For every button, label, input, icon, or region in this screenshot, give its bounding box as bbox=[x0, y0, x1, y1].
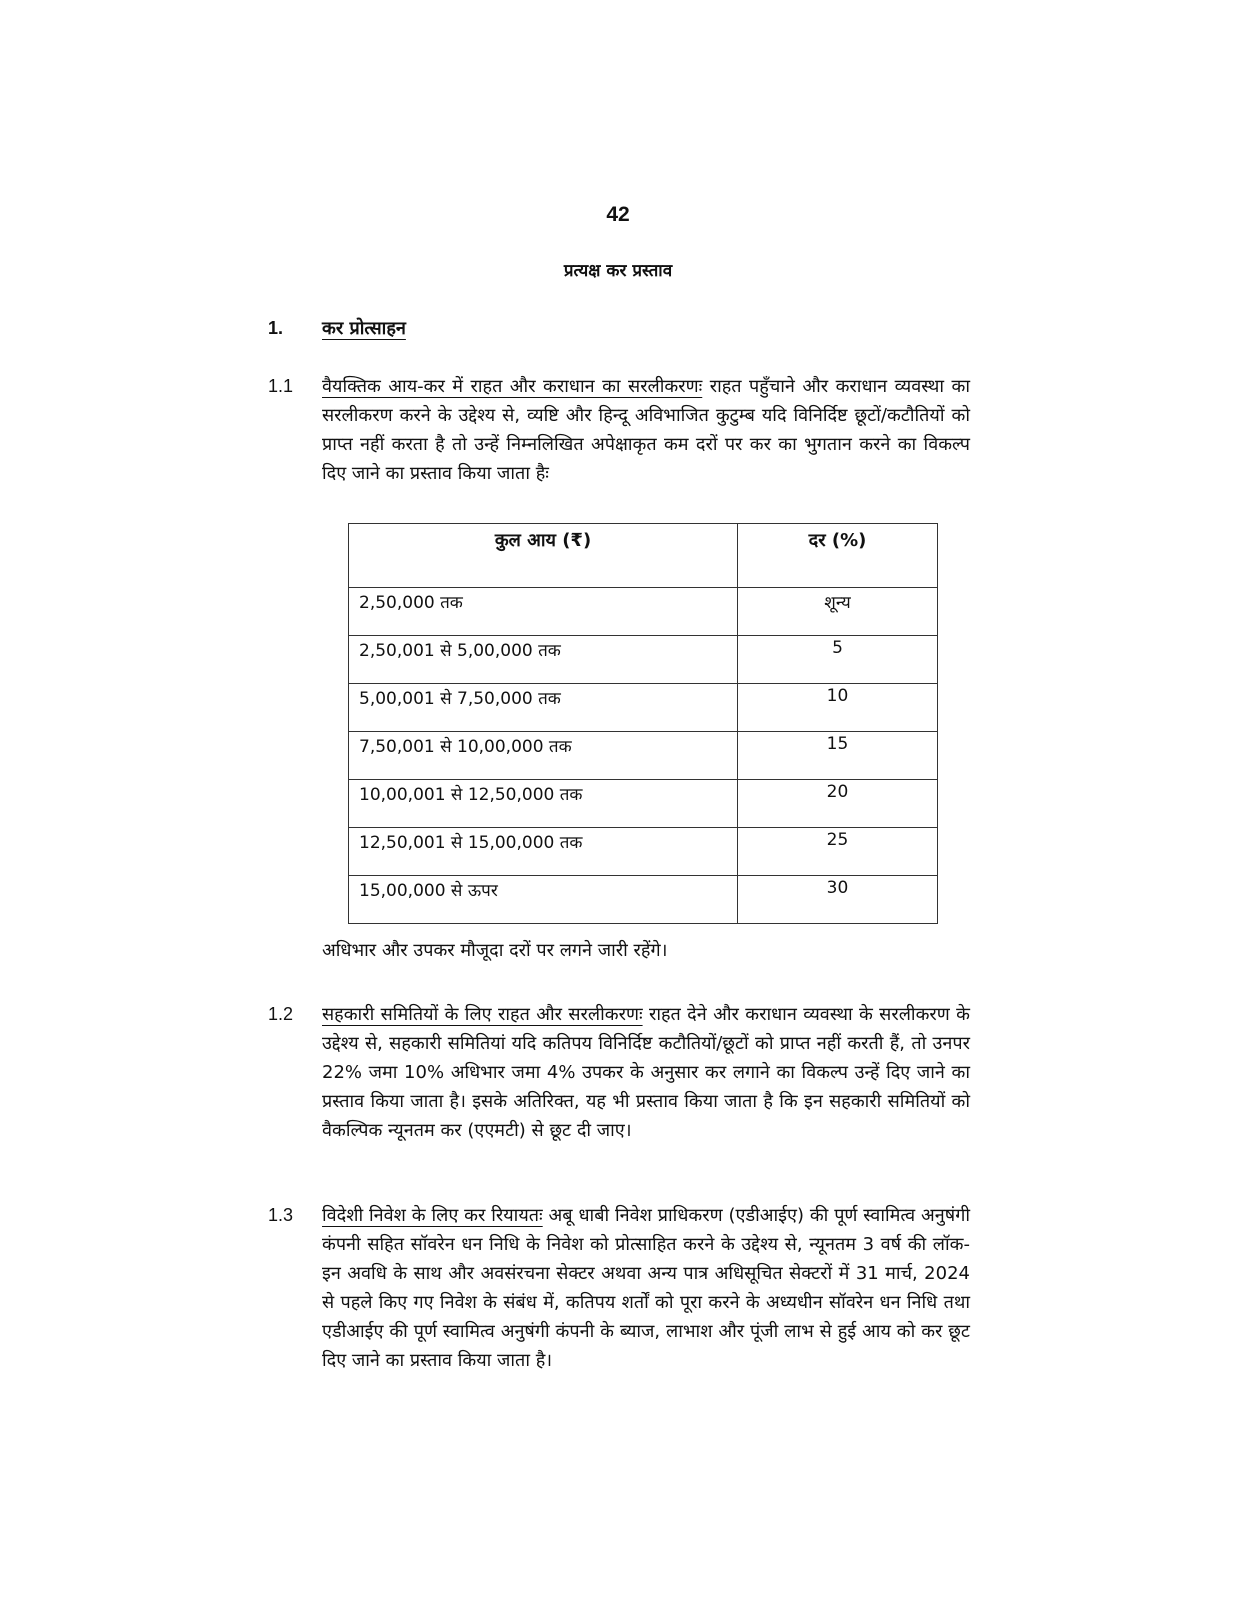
income-cell: 10,00,001 से 12,50,000 तक bbox=[349, 780, 738, 828]
rate-cell: शून्य bbox=[738, 588, 938, 636]
para-1-2-text: राहत देने और कराधान व्यवस्था के सरलीकरण के उद्देश्य से, सहकारी समितियां यदि कतिपय विनिर्दिष्ट कटौतियों/छूटों को प्राप्त नहीं करती हैं, तो उनपर 22% जमा 10% अधिभार जमा 4% उपकर के अनुसार कर लगाने का विकल्प उन्हें दिए जाने का प्रस्ताव किया जाता है। इसके अतिरिक्त, यह भी प्रस्ताव किया जाता है कि इन सहकारी समितियों को वैकल्पिक न्यूनतम कर (एएमटी) से छूट दी जाए। bbox=[322, 1004, 970, 1141]
income-cell: 2,50,001 से 5,00,000 तक bbox=[349, 636, 738, 684]
para-1-1-lead: वैयक्तिक आय-कर में राहत और कराधान का सरलीकरणः bbox=[322, 376, 703, 397]
rate-cell: 30 bbox=[738, 876, 938, 924]
table-row bbox=[349, 876, 938, 924]
table-row bbox=[349, 588, 938, 636]
table-row bbox=[349, 732, 938, 780]
table-row bbox=[349, 780, 938, 828]
table-row bbox=[349, 684, 938, 732]
section-number: 1. bbox=[268, 318, 284, 338]
income-cell: 12,50,001 से 15,00,000 तक bbox=[349, 828, 738, 876]
table-row bbox=[349, 828, 938, 876]
header-total-income: कुल आय (₹) bbox=[349, 524, 738, 588]
para-1-2 bbox=[322, 1000, 970, 1145]
para-1-2-lead: सहकारी समितियों के लिए राहत और सरलीकरणः bbox=[322, 1004, 643, 1025]
para-1-1-text: राहत पहुँचाने और कराधान व्यवस्था का सरलीकरण करने के उद्देश्य से, व्यष्टि और हिन्दू अविभाजित कुटुम्ब यदि विनिर्दिष्ट छूटों/कटौतियों को प्राप्त नहीं करता है तो उन्हें निम्नलिखित अपेक्षाकृत कम दरों पर कर का भुगतान करने का विकल्प दिए जाने का प्रस्ताव किया जाता हैः bbox=[322, 376, 970, 484]
rate-cell: 15 bbox=[738, 732, 938, 780]
tax-slab-table bbox=[348, 523, 938, 924]
income-cell: 5,00,001 से 7,50,000 तक bbox=[349, 684, 738, 732]
section-heading: कर प्रोत्साहन bbox=[322, 318, 406, 339]
table-header-row bbox=[349, 524, 938, 588]
rate-cell: 10 bbox=[738, 684, 938, 732]
para-1-1 bbox=[322, 372, 970, 488]
rate-cell: 20 bbox=[738, 780, 938, 828]
income-cell: 2,50,000 तक bbox=[349, 588, 738, 636]
income-cell: 7,50,001 से 10,00,000 तक bbox=[349, 732, 738, 780]
page-number: 42 bbox=[606, 203, 630, 226]
header-rate: दर (%) bbox=[738, 524, 938, 588]
document-title: प्रत्यक्ष कर प्रस्ताव bbox=[563, 261, 673, 281]
table-row bbox=[349, 636, 938, 684]
para-1-3-text: अबू धाबी निवेश प्राधिकरण (एडीआईए) की पूर्ण स्वामित्व अनुषंगी कंपनी सहित सॉवरेन धन निधि के निवेश को प्रोत्साहित करने के उद्देश्य से, न्यूनतम 3 वर्ष की लॉक-इन अवधि के साथ और अवसंरचना सेक्टर अथवा अन्य पात्र अधिसूचित सेक्टरों में 31 मार्च, 2024 से पहले किए गए निवेश के संबंध में, कतिपय शर्तों को पूरा करने के अध्यधीन सॉवरेन धन निधि तथा एडीआईए की पूर्ण स्वामित्व अनुषंगी कंपनी के ब्याज, लाभाश और पूंजी लाभ से हुई आय को कर छूट दिए जाने का प्रस्ताव किया जाता है। bbox=[322, 1205, 970, 1371]
para-1-1-number: 1.1 bbox=[268, 376, 294, 396]
income-cell: 15,00,000 से ऊपर bbox=[349, 876, 738, 924]
rate-cell: 25 bbox=[738, 828, 938, 876]
rate-cell: 5 bbox=[738, 636, 938, 684]
para-1-3-lead: विदेशी निवेश के लिए कर रियायतः bbox=[322, 1205, 543, 1226]
para-1-3-number: 1.3 bbox=[268, 1205, 294, 1225]
para-1-3 bbox=[322, 1201, 970, 1375]
table-note: अधिभार और उपकर मौजूदा दरों पर लगने जारी रहेंगे। bbox=[322, 940, 668, 961]
para-1-2-number: 1.2 bbox=[268, 1004, 294, 1024]
